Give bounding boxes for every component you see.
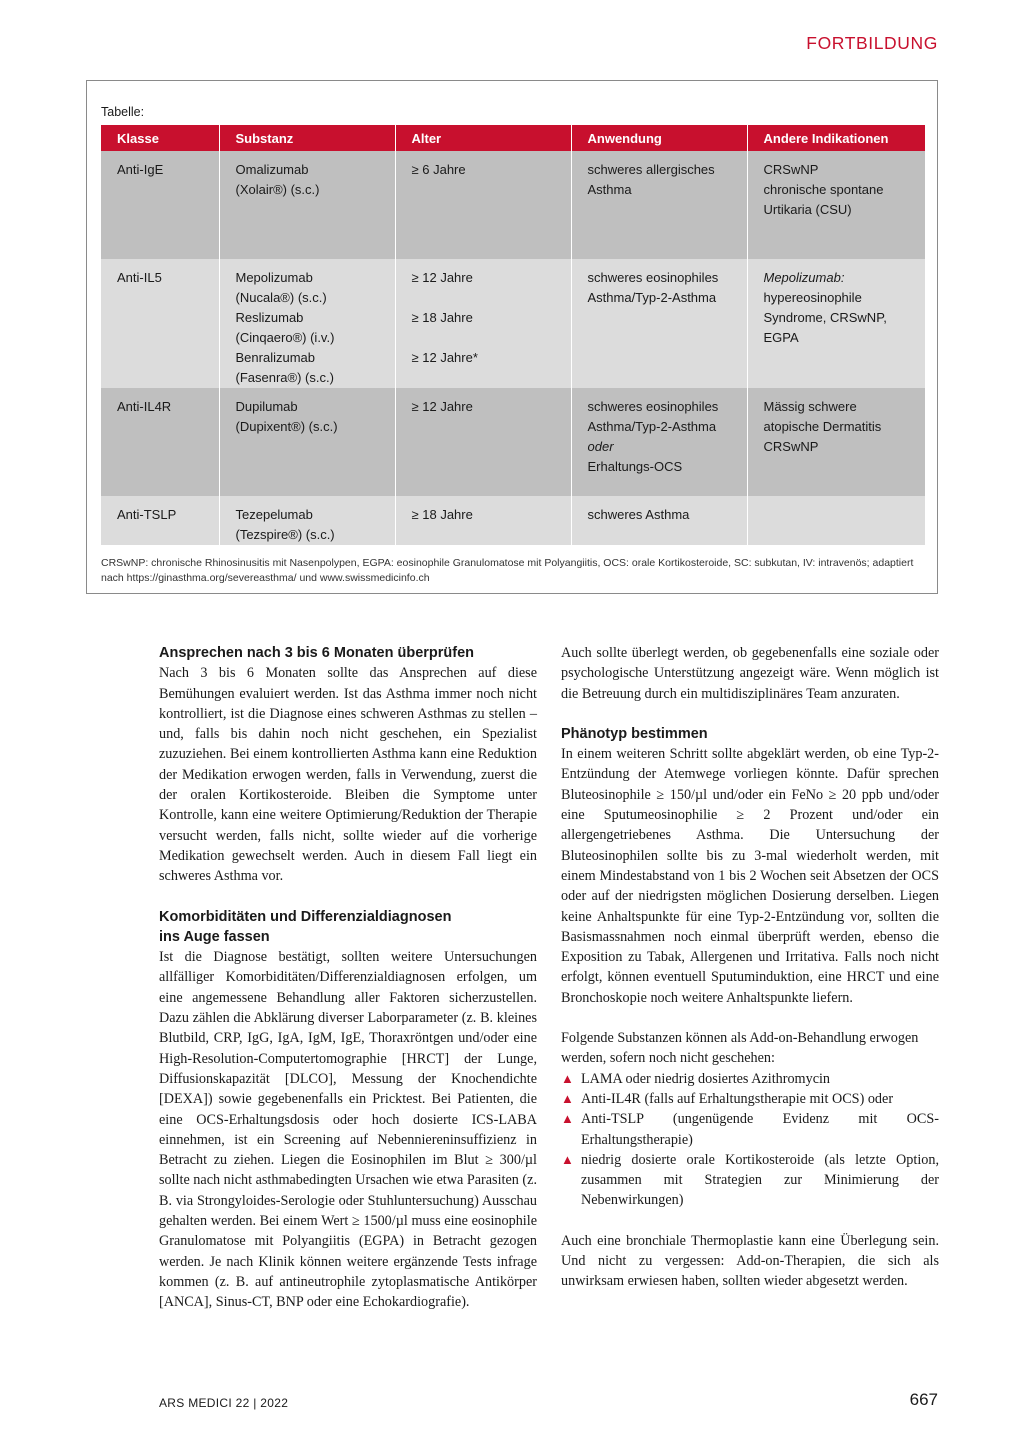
column-header: Klasse [101, 125, 219, 151]
cell-substanz: Mepolizumab (Nucala®) (s.c.) Reslizumab (Cinqaero®) (i.v.) Benralizumab (Fasenra®) (s.c.) [219, 259, 395, 388]
section-heading: Phänotyp bestimmen [561, 725, 708, 742]
list-item: ▲ LAMA oder niedrig dosiertes Azithromycin [561, 1069, 939, 1089]
column-header: Substanz [219, 125, 395, 151]
table-caption: Tabelle: [101, 105, 145, 119]
paragraph: Ist die Diagnose bestätigt, sollten weitere Untersuchungen allfälliger Komorbiditäten/Differenzialdiagnosen erfolgen, um eine angemessene Behandlung aller Faktoren sicherzustellen. Dazu zählen die Abklärung diverser Laborparameter (z. B. kleines Blutbild, CRP, IgG, IgA, IgM, IgE, Thoraxröntgen und/oder eine High-Resolution-Computertomographie [HRCT] der Lunge, Diffusionskapazität [DLCO], Messung der Knochendichte [DEXA]) sowie gegebenenfalls ein Pricktest. Bei Patienten, die eine OCS-Erhaltungsdosis oder hoch dosierte ICS-LABA einnehmen, ist ein Screening auf Nebenniereninsuffizienz in Betracht zu ziehen. Liegen die Eosinophilen im Blut ≥ 300/µl sollte nach nicht asthmabedingten Ursachen wie etwa Parasiten (z. B. via Strongyloides-Serologie oder Stuhluntersuchung) Ausschau gehalten werden. Bei einem Wert ≥ 1500/µl muss eine eosinophile Granulomatose mit Polyangiitis (EGPA) in Betracht gezogen werden. Je nach Klinik können weitere ergänzende Tests infrage kommen (z. B. auf antineutrophile zytoplasmatische Antikörper [ANCA], Sinus-CT, BNP oder eine Echokardiografie). [159, 949, 537, 1311]
cell-andere: Mässig schwere atopische Dermatitis CRSwNP [747, 388, 925, 496]
section-heading: Komorbiditäten und Differenzialdiagnosen ins Auge fassen [159, 908, 452, 945]
column-header: Andere Indikationen [747, 125, 925, 151]
page-number: 667 [909, 1390, 938, 1409]
cell-klasse: Anti-IgE [101, 151, 219, 259]
cell-anwendung: schweres allergisches Asthma [571, 151, 747, 259]
cell-alter: ≥ 6 Jahre [395, 151, 571, 259]
article-column-right [561, 643, 939, 1292]
cell-substanz: Omalizumab (Xolair®) (s.c.) [219, 151, 395, 259]
paragraph: Auch eine bronchiale Thermoplastie kann eine Überlegung sein. Und nicht zu vergessen: Add-on-Therapien, die sich als unwirksam erwiesen haben, sollten wieder abgesetzt werden. [561, 1232, 939, 1290]
article-column-left [159, 643, 537, 1313]
section-heading: Ansprechen nach 3 bis 6 Monaten überprüfen [159, 645, 475, 661]
table-footnote: CRSwNP: chronische Rhinosinusitis mit Nasenpolypen, EGPA: eosinophile Granulomatose mit Polyangiitis, OCS: orale Kortikosteroide, SC: subkutan, IV: intravenös; adaptiert nach https://ginasthma.org/severeasthma/ und www.swissmedicinfo.ch [101, 557, 914, 584]
cell-anwendung: schweres eosinophiles Asthma/Typ-2-Asthma oder Erhaltungs-OCS [571, 388, 747, 496]
paragraph: Nach 3 bis 6 Monaten sollte das Ansprechen auf diese Bemühungen evaluiert werden. Ist das Asthma immer noch nicht kontrolliert, ist die Diagnose eines schweren Asthmas zu stellen – und, falls bis dahin noch nicht geschehen, ein Spezialist zuzuziehen. Bei einem kontrollierten Asthma kann eine Reduktion der Medikation erwogen werden, falls in Verwendung, zuerst die der oralen Kortikosteroide. Bleiben die Symptome unter Kontrolle, kann eine weitere Optimierung/Reduktion der Therapie versucht werden, falls nicht, sollte wieder auf die vorherige Medikation gewechselt werden. Auch in diesem Fall liegt ein schweres Asthma vor. [159, 665, 537, 885]
cell-andere [747, 496, 925, 545]
paragraph: Folgende Substanzen können als Add-on-Behandlung erwogen werden, sofern noch nicht geschehen: [561, 1030, 919, 1067]
paragraph: Auch sollte überlegt werden, ob gegebenenfalls eine soziale oder psychologische Unterstützung angezeigt wäre. Wenn möglich ist die Betreuung durch ein multidisziplinäres Team anzuraten. [561, 645, 939, 702]
list-item: ▲ Anti-IL4R (falls auf Erhaltungstherapie mit OCS) oder [561, 1089, 939, 1109]
table-row [101, 151, 925, 259]
triangle-bullet-icon: ▲ [561, 1111, 574, 1127]
cell-anwendung: schweres eosinophiles Asthma/Typ-2-Asthma [571, 259, 747, 388]
triangle-bullet-icon: ▲ [561, 1151, 574, 1167]
list-item: ▲ niedrig dosierte orale Kortikosteroide (als letzte Option, zusammen mit Strategien zur Minimierung der Nebenwirkungen) [561, 1151, 939, 1209]
cell-klasse: Anti-TSLP [101, 496, 219, 545]
table-row [101, 259, 925, 388]
table-header-row [101, 125, 925, 151]
paragraph: In einem weiteren Schritt sollte abgeklärt werden, ob eine Typ-2-Entzündung der Atemwege vorliegen könnte. Dafür sprechen Bluteosinophile ≥ 150/µl und/oder ein FeNo ≥ 20 ppb und/oder eine Sputumeosinophilie ≥ 2 Prozent und/oder ein allergengetriebenes Asthma. Die Untersuchung der Bluteosinophilen sollte bis zu 3-mal wiederholt werden, mit einem Mindestabstand von 1 bis 2 Wochen seit Absetzen der OCS oder auf der niedrigsten möglichen Dosierung derselben. Liegen keine Anhaltspunkte für eine Typ-2-Entzündung vor, sollten die Basismassnahmen noch einmal überprüft werden, ebenso die Exposition zu Tabak, Allergenen und Irritativa. Falls noch nicht erfolgt, können eventuell Sputuminduktion, eine HRCT und eine Bronchoskopie noch weitere Anhaltspunkte liefern. [561, 746, 939, 1006]
drug-table [101, 125, 925, 545]
cell-andere: Mepolizumab: hypereosinophile Syndrome, CRSwNP, EGPA [747, 259, 925, 388]
table-row [101, 496, 925, 545]
journal-footer: ARS MEDICI 22 | 2022 [159, 1396, 289, 1410]
cell-alter: ≥ 12 Jahre [395, 388, 571, 496]
cell-alter: ≥ 12 Jahre ≥ 18 Jahre ≥ 12 Jahre* [395, 259, 571, 388]
cell-substanz: Tezepelumab (Tezspire®) (s.c.) [219, 496, 395, 545]
cell-klasse: Anti-IL4R [101, 388, 219, 496]
cell-anwendung: schweres Asthma [571, 496, 747, 545]
table-box [86, 80, 938, 594]
triangle-bullet-icon: ▲ [561, 1070, 574, 1086]
table-row [101, 388, 925, 496]
cell-alter: ≥ 18 Jahre [395, 496, 571, 545]
list-item: ▲ Anti-TSLP (ungenügende Evidenz mit OCS-Erhaltungstherapie) [561, 1111, 939, 1148]
bullet-list [561, 1069, 939, 1211]
cell-substanz: Dupilumab (Dupixent®) (s.c.) [219, 388, 395, 496]
section-label: FORTBILDUNG [806, 33, 938, 53]
cell-andere: CRSwNP chronische spontane Urtikaria (CSU) [747, 151, 925, 259]
column-header: Anwendung [571, 125, 747, 151]
cell-klasse: Anti-IL5 [101, 259, 219, 388]
triangle-bullet-icon: ▲ [561, 1090, 574, 1106]
column-header: Alter [395, 125, 571, 151]
